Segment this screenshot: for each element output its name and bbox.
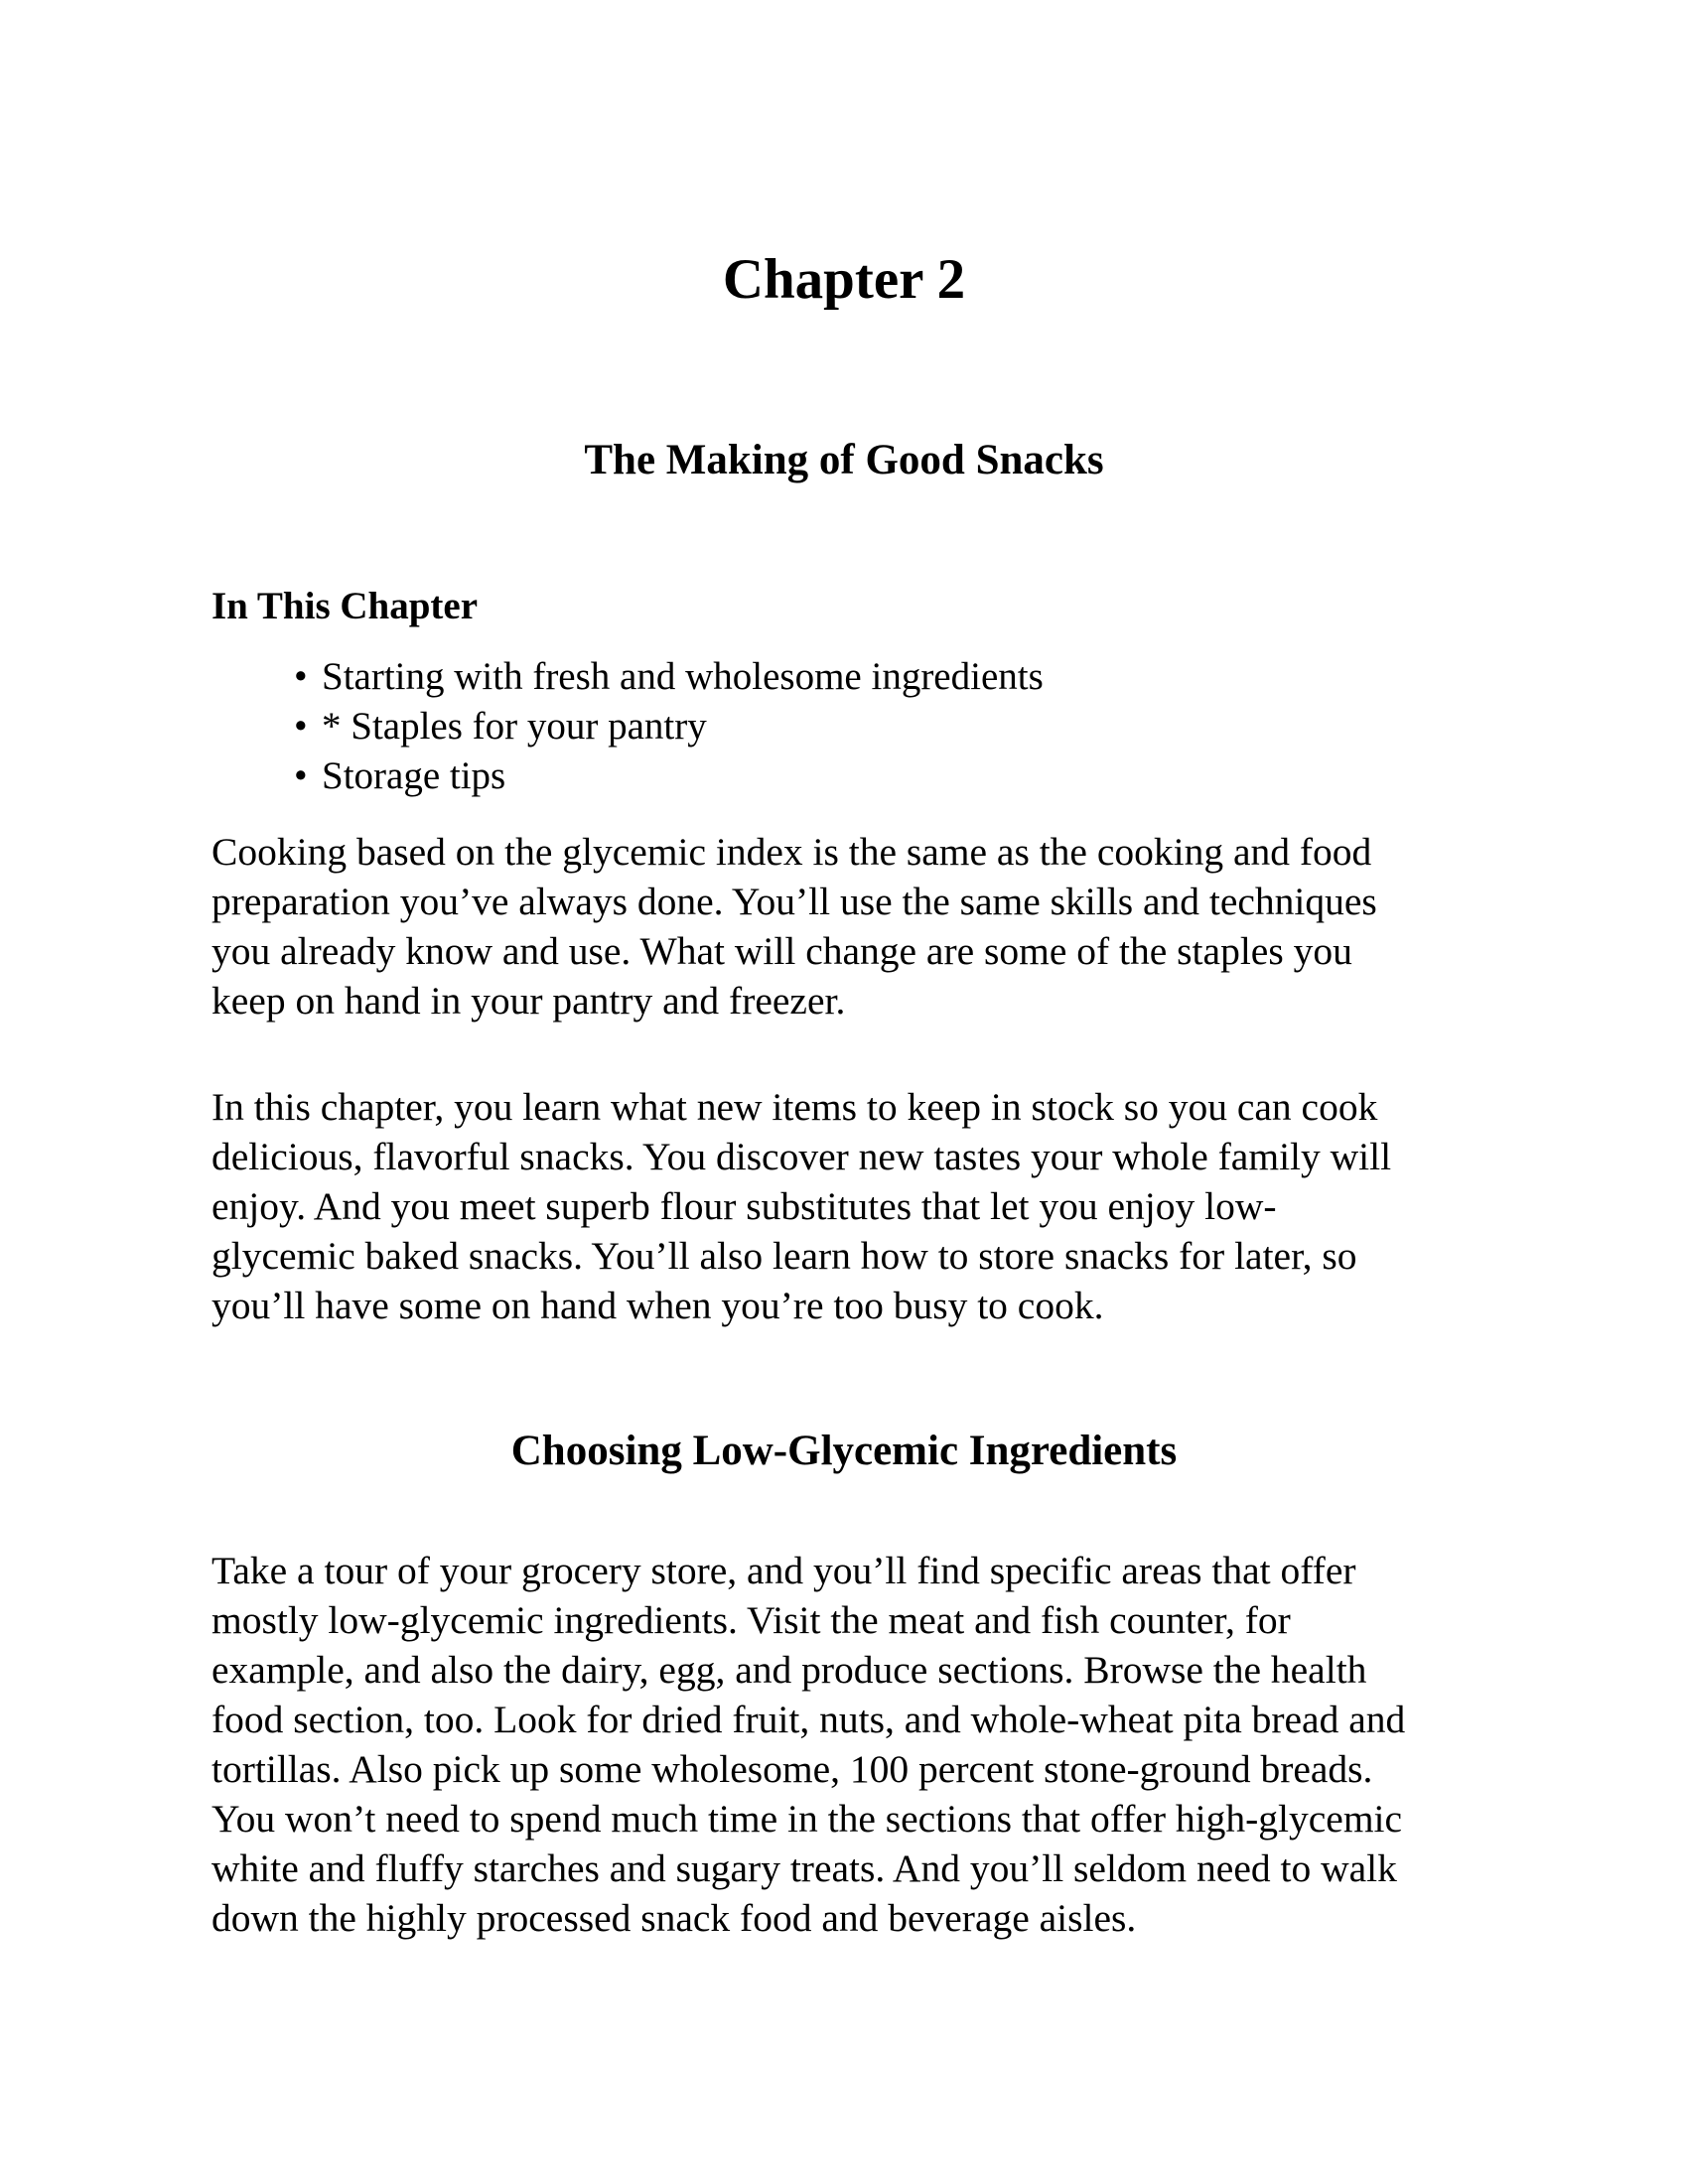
paragraph-line: food section, too. Look for dried fruit, nuts, and whole-wheat pita bread and	[211, 1698, 1406, 1741]
paragraph-line: mostly low-glycemic ingredients. Visit the meat and fish counter, for	[211, 1598, 1291, 1642]
list-item-text: Storage tips	[322, 754, 506, 797]
paragraph-line: Cooking based on the glycemic index is the same as the cooking and food	[211, 830, 1372, 874]
chapter-number: Chapter 2	[722, 248, 966, 311]
paragraph-line: enjoy. And you meet superb flour substitutes that let you enjoy low-	[211, 1184, 1277, 1228]
paragraph-line: glycemic baked snacks. You’ll also learn how to store snacks for later, so	[211, 1234, 1357, 1278]
body-paragraph-3	[211, 1546, 1492, 1943]
paragraph-line: preparation you’ve always done. You’ll use the same skills and techniques	[211, 880, 1377, 923]
paragraph-line: delicious, flavorful snacks. You discover new tastes your whole family will	[211, 1135, 1392, 1178]
list-item-text: Starting with fresh and wholesome ingredients	[322, 655, 1044, 698]
paragraph-line: You won’t need to spend much time in the sections that offer high-glycemic	[211, 1797, 1403, 1841]
intro-paragraph-2	[211, 1082, 1492, 1330]
paragraph-line: example, and also the dairy, egg, and produce sections. Browse the health	[211, 1648, 1367, 1692]
list-item	[294, 652, 1044, 702]
intro-paragraph-1	[211, 827, 1492, 1025]
chapter-title: The Making of Good Snacks	[584, 437, 1104, 483]
paragraph-line: down the highly processed snack food and beverage aisles.	[211, 1896, 1137, 1940]
chapter-contents-list	[294, 652, 1044, 801]
list-item	[294, 751, 1044, 801]
list-item	[294, 702, 1044, 751]
bullet-icon: •	[294, 754, 308, 797]
paragraph-line: keep on hand in your pantry and freezer.	[211, 979, 846, 1023]
paragraph-line: In this chapter, you learn what new items to keep in stock so you can cook	[211, 1085, 1378, 1129]
paragraph-line: white and fluffy starches and sugary treats. And you’ll seldom need to walk	[211, 1846, 1397, 1890]
bullet-icon: •	[294, 655, 308, 698]
in-this-chapter-heading: In This Chapter	[211, 585, 479, 627]
section-heading: Choosing Low-Glycemic Ingredients	[510, 1428, 1178, 1474]
paragraph-line: you’ll have some on hand when you’re too busy to cook.	[211, 1284, 1104, 1327]
paragraph-line: Take a tour of your grocery store, and you’ll find specific areas that offer	[211, 1549, 1356, 1592]
bullet-icon: •	[294, 705, 308, 748]
paragraph-line: you already know and use. What will change are some of the staples you	[211, 929, 1352, 973]
paragraph-line: tortillas. Also pick up some wholesome, 100 percent stone-ground breads.	[211, 1747, 1373, 1791]
list-item-text: * Staples for your pantry	[322, 705, 707, 748]
